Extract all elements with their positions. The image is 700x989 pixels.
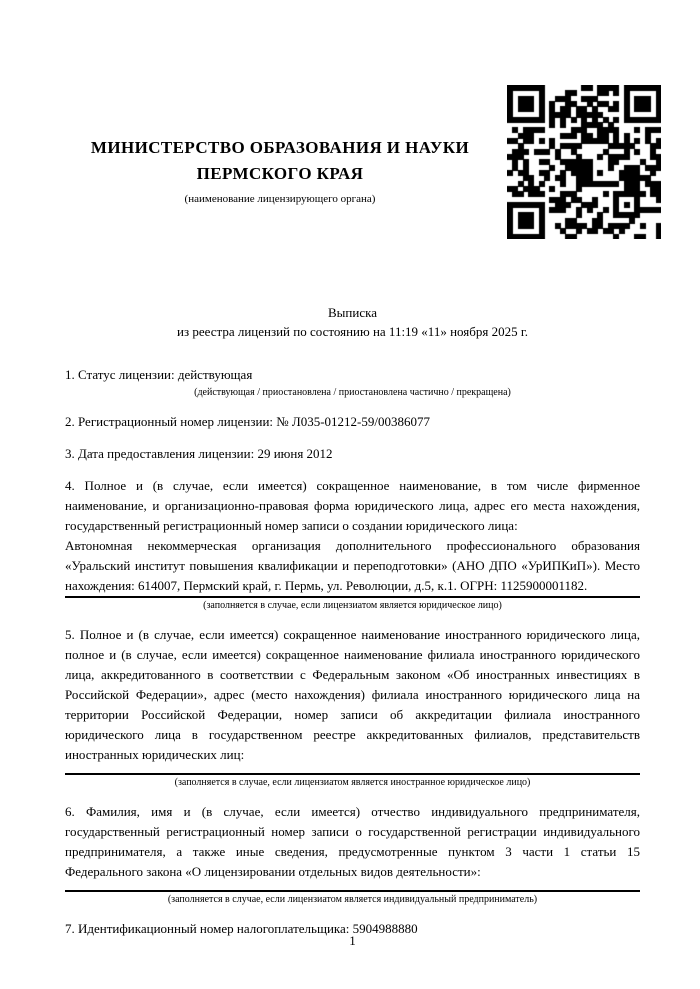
grant-date-text: 3. Дата предоставления лицензии: 29 июня 2012 (65, 446, 333, 461)
legal-entity-text: 4. Полное и (в случае, если имеется) сокращенное наименование, в том числе фирменное наименование, и организационно-правовая форма юридического лица, адрес его места нахождения, государственный регистрационный номер записи о создании юридического лица: (65, 478, 640, 533)
licensing-authority (60, 135, 500, 206)
registration-number-text: 2. Регистрационный номер лицензии: № Л035-01212-59/00386077 (65, 414, 431, 429)
inn-text: 7. Идентификационный номер налогоплательщика: 5904988880 (65, 921, 418, 936)
field-license-status (65, 365, 640, 400)
foreign-entity-blank (65, 765, 640, 773)
document-body (0, 303, 700, 939)
field-foreign-entity (65, 625, 640, 790)
entrepreneur-caption: (заполняется в случае, если лицензиатом является индивидуальный предприниматель) (167, 894, 538, 905)
legal-entity-caption: (заполняется в случае, если лицензиатом является юридическое лицо) (203, 600, 502, 611)
extract-title: Выписка (328, 305, 377, 320)
foreign-entity-text: 5. Полное и (в случае, если имеется) сокращенное наименование иностранного юридического лица, полное и (в случае, если имеется) сокращенное наименование филиала иностранного юридического лица, аккредитованного в соответствии с Федеральным законом «Об иностранных инвестициях в Российской Федерации», адрес (место нахождения) филиала иностранного юридического лица на территории Российской Федерации, номер записи об аккредитации филиала иностранного юридического лица в государственном реестре аккредитованных филиалов, представительств иностранных юридических лиц: (65, 627, 640, 762)
ministry-name-line2: ПЕРМСКОГО КРАЯ (196, 164, 364, 183)
foreign-entity-caption: (заполняется в случае, если лицензиатом является иностранное юридическое лицо) (174, 777, 531, 788)
entrepreneur-blank (65, 882, 640, 890)
license-status-text: 1. Статус лицензии: действующая (65, 367, 253, 382)
ministry-name-line1: МИНИСТЕРСТВО ОБРАЗОВАНИЯ И НАУКИ (90, 138, 470, 157)
qr-code (507, 85, 661, 239)
field-registration-number (65, 412, 640, 432)
field-grant-date (65, 444, 640, 464)
license-status-caption: (действующая / приостановлена / приостановлена частично / прекращена) (194, 387, 511, 398)
extract-subtitle: из реестра лицензий по состоянию на 11:19 «11» ноября 2025 г. (177, 324, 528, 339)
field-entrepreneur (65, 802, 640, 907)
page-number: 1 (349, 933, 356, 948)
field-legal-entity (65, 476, 640, 613)
entrepreneur-text: 6. Фамилия, имя и (в случае, если имеется) отчество индивидуального предпринимателя, государственный регистрационный номер записи о государственной регистрации индивидуального предпринимателя, а также иные сведения, предусмотренные пунктом 3 части 1 статьи 15 Федерального закона «О лицензировании отдельных видов деятельности»: (65, 804, 640, 879)
legal-entity-value: Автономная некоммерческая организация дополнительного профессионального образования «Уральский институт повышения квалификации и переподготовки» (АНО ДПО «УрИПКиП»). Место нахождения: 614007, Пермский край, г. Пермь, ул. Революции, д.5, к.1. ОГРН: 1125900001182. (65, 538, 640, 593)
extract-title-block (65, 303, 640, 341)
document-header (0, 85, 700, 243)
ministry-caption: (наименование лицензирующего органа) (184, 193, 376, 205)
